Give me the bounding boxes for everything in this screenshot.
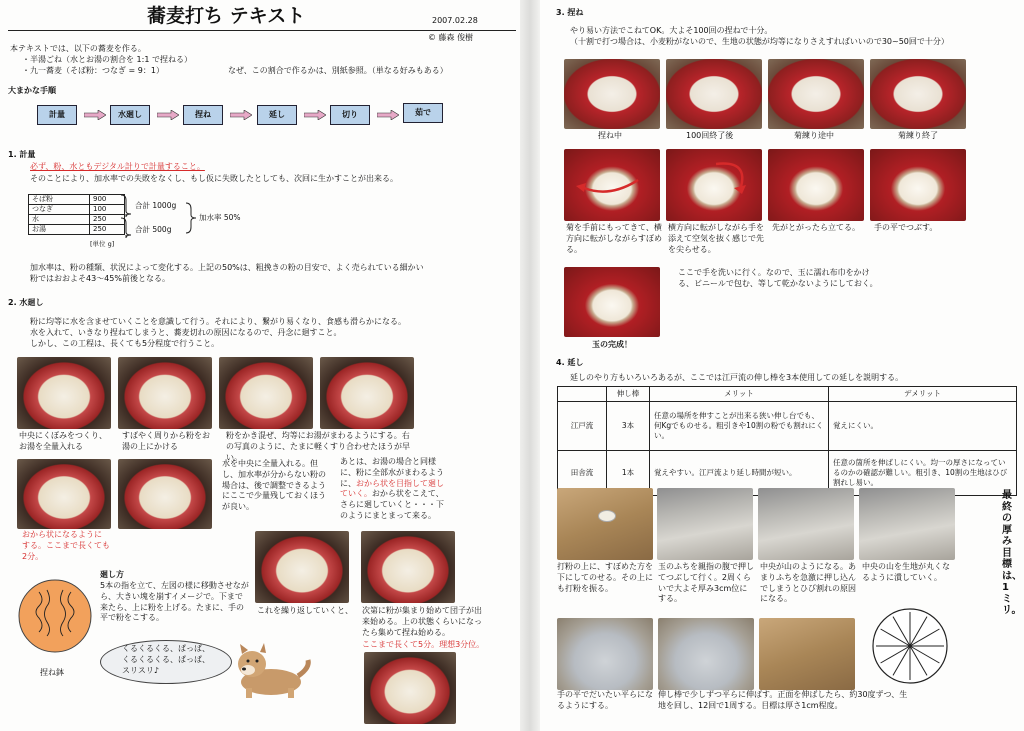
flow-step-5: 切り <box>330 105 370 125</box>
ingredient-name: そば粉 <box>29 195 90 205</box>
photo-kone-4 <box>870 59 966 129</box>
okara-c: ここまで長くても <box>46 540 110 550</box>
noshi-caption-5: 手の平でだいたい平らになるようにする。 <box>557 690 653 710</box>
right-page <box>540 0 1024 731</box>
table-header-row <box>558 387 1017 402</box>
caption-2: すばやく周りから粉をお湯の上にかける <box>122 431 210 451</box>
table-row <box>29 225 125 235</box>
flow-step-1: 計量 <box>37 105 77 125</box>
style-name: 田舎流 <box>558 451 607 496</box>
kone-bachi-diagram <box>17 578 93 654</box>
weighing-warning: 必ず、粉、水ともデジタル計りで計量すること。 <box>30 162 205 171</box>
flow-step-3: 捏ね <box>183 105 223 125</box>
photo-noshi-1 <box>557 488 653 560</box>
kiku-caption-2: 横方向に転がしながら手を添えて空気を抜く感じで先を尖らせる。 <box>668 223 764 254</box>
table-header: メリット <box>650 387 829 402</box>
sum-1: 合計 1000g <box>135 201 177 210</box>
style-name: 江戸流 <box>558 402 607 451</box>
photo-mizumawashi-3 <box>219 357 313 429</box>
kone-caption-1: 捏ね中 <box>598 131 622 140</box>
wash-note: ここで手を洗いに行く。なので、玉に濡れ布巾をかける、ビニールで包む、等して乾かないようにしておく。 <box>678 268 878 288</box>
okara-caption <box>22 530 114 562</box>
mid-note: 水を中央に全量入れる。但し、加水率が分からない粉の場合は、後で調整できるようにここで少量残しておくほうが良い。 <box>222 459 326 512</box>
table-row <box>29 195 125 205</box>
table-row <box>558 402 1017 451</box>
kiku-caption-4: 手の平でつぶす。 <box>874 223 938 232</box>
flow-arrow-icon <box>230 110 252 120</box>
rotation-diagram <box>870 606 950 686</box>
dango-red-note: ここまで長くて5分。理想3分位。 <box>362 640 485 649</box>
noshi-caption-6: 伸し棒で少しずつ平らに伸ばす。正面を伸ばしたら、約30度ずつ、生地を回し、12回で1周する。目標は厚さ1cm程度。 <box>658 690 908 710</box>
rod-count: 3本 <box>607 402 650 451</box>
page-gutter <box>520 0 540 731</box>
photo-mizumawashi-2 <box>118 357 212 429</box>
photo-noshi-7 <box>759 618 855 690</box>
document-author: © 藤森 俊樹 <box>428 33 474 42</box>
photo-noshi-2 <box>657 488 753 560</box>
rotate-arrow-icon <box>576 176 642 198</box>
rate-note-2: 粉ではおおよそ43～45%前後となる。 <box>30 274 170 283</box>
section-2-heading: 2. 水廻し <box>8 298 44 307</box>
photo-kiku-3 <box>768 149 864 221</box>
title-rule <box>8 30 516 31</box>
photo-noshi-3 <box>758 488 854 560</box>
ratio-note: なぜ、この割合で作るかは、別紙参照。（単なる好みもある） <box>228 66 448 75</box>
flow-step-6: 茹で <box>403 103 443 123</box>
photo-noshi-5 <box>557 618 653 690</box>
demerit-cell: 覚えにくい。 <box>829 402 1017 451</box>
mizumawashi-p2: 水を入れて、いきなり捏ねてしまうと、蕎麦切れの原因になるので、丹念に廻すこと。 <box>30 328 342 337</box>
weighing-desc: そのことにより、加水率での失敗をなくし、もし仮に失敗したとしても、次回に生かすことが出来る。 <box>30 174 398 183</box>
intro-bullet-2: ・九一蕎麦（そば粉：つなぎ = 9：1） <box>22 66 164 75</box>
right-note-a: あとは、お湯の場合と同様に、粉に全部水がまわるように、 <box>340 457 444 488</box>
dango-caption: 次第に粉が集まり始めて団子が出来始める。上の状態くらいになったら集めて捏ね始める。 <box>362 606 482 637</box>
rod-count: 1本 <box>607 451 650 496</box>
rate-note-1: 加水率は、粉の種類、状況によって変化する。上記の50%は、粗挽きの粉の目安で、よく売られている細かい <box>30 263 424 272</box>
document-date: 2007.02.28 <box>432 16 478 25</box>
flow-arrow-icon <box>157 110 179 120</box>
photo-kone-1 <box>564 59 660 129</box>
photo-kone-3 <box>768 59 864 129</box>
merit-cell: 任意の場所を伸すことが出来る狭い伸し台でも、何Kgでものせる。粗引きや10割の粉でも割れにくい。 <box>650 402 829 451</box>
flow-arrow-icon <box>84 110 106 120</box>
okara-a: おから状になるように <box>22 530 102 539</box>
kone-p2: （十割で打つ場合は、小麦粉がないので、生地の状態が均等になりさえすればいいので30~50回で十分） <box>570 37 949 46</box>
table-header: デメリット <box>829 387 1017 402</box>
brace-icon <box>120 194 132 240</box>
repeat-caption: これを繰り返していくと、 <box>257 606 353 615</box>
photo-tama <box>564 267 660 337</box>
caption-1: 中央にくぼみをつくり、お湯を全量入れる <box>19 431 107 451</box>
photo-repeat <box>255 531 349 603</box>
noshi-table <box>557 386 1017 496</box>
document-title: 蕎麦打ち テキスト <box>147 5 306 27</box>
intro-text: 本テキストでは、以下の蕎麦を作る。 <box>10 44 146 53</box>
kiku-caption-3: 先がとがったら立てる。 <box>772 223 860 232</box>
flow-step-4: 延し <box>257 105 297 125</box>
flow-arrow-icon <box>377 110 399 120</box>
kone-caption-3: 菊練り途中 <box>794 131 834 140</box>
mizumawashi-p1: 粉に均等に水を含ませていくことを意識して行う。それにより、繋がり易くなり、食感も滑らかになる。 <box>30 317 406 326</box>
photo-mizumawashi-6 <box>118 459 212 529</box>
intro-bullet-1: ・半湯ごね（水とお湯の割合を 1:1 で捏ねる） <box>22 55 192 64</box>
table-row <box>29 205 125 215</box>
table-header: 伸し棒 <box>607 387 650 402</box>
weight-unit: [単位 g] <box>90 240 115 248</box>
mizumawashi-p3: しかし、この工程は、長くても5分程度で行うこと。 <box>30 339 220 348</box>
noshi-caption-1: 打粉の上に、すぼめた方を下にしてのせる。その上にも打粉を振る。 <box>557 562 653 593</box>
steps-heading: 大まかな手順 <box>8 86 56 95</box>
photo-kone-2 <box>666 59 762 129</box>
section-4-heading: 4. 延し <box>556 358 584 367</box>
ingredient-weight: 100 <box>90 205 125 215</box>
photo-kiku-4 <box>870 149 966 221</box>
tama-done: 玉の完成！ <box>592 340 632 349</box>
weight-table <box>28 194 125 235</box>
brace-icon <box>185 201 197 235</box>
noshi-caption-4: 中央の山を生地が丸くなるように潰していく。 <box>862 562 950 582</box>
section-3-heading: 3. 捏ね <box>556 8 584 17</box>
noshi-caption-2: 玉のふちを親指の腹で押してつぶして行く。2周くらいで大よそ厚み3cm位にする。 <box>658 562 754 604</box>
photo-noshi-4 <box>859 488 955 560</box>
table-header <box>558 387 607 402</box>
flow-arrow-icon <box>304 110 326 120</box>
kone-caption-4: 菊練り終了 <box>898 131 938 140</box>
ingredient-weight: 250 <box>90 225 125 235</box>
right-note-red: おから状を目指して廻していく。 <box>340 478 444 499</box>
photo-noshi-6 <box>658 618 754 690</box>
photo-mizumawashi-1 <box>17 357 111 429</box>
curve-arrow-icon <box>710 156 754 196</box>
ingredient-weight: 250 <box>90 215 125 225</box>
kone-p1: やり易い方法でこねてOK。大よそ100回の捏ねで十分。 <box>570 26 773 35</box>
dog-icon <box>226 636 316 702</box>
section-1-heading: 1. 計量 <box>8 150 36 159</box>
table-row <box>29 215 125 225</box>
photo-mizumawashi-4 <box>320 357 414 429</box>
ingredient-name: つなぎ <box>29 205 90 215</box>
dough-ball <box>598 510 616 522</box>
ingredient-weight: 900 <box>90 195 125 205</box>
right-note <box>340 457 448 522</box>
mawashi-title: 廻し方 <box>100 570 124 579</box>
okara-b: する。 <box>22 540 46 550</box>
photo-mizumawashi-5 <box>17 459 111 529</box>
thickness-target: 最終の厚み目標は、1ミリ。 <box>1002 490 1022 616</box>
kone-bachi-label: 捏ね鉢 <box>40 668 64 677</box>
caption-3: 粉をかき混ぜ、均等にお湯がまわるようにする。右の写真のように、たまに軽くすり合わせたほうが早い。 <box>226 431 410 462</box>
speech-bubble-text: くるくるくる、ぱっぱ、くるくるくる、ぱっぱ、スリスリ♪ <box>122 644 210 675</box>
kone-caption-2: 100回終了後 <box>686 131 734 140</box>
flow-step-2: 水廻し <box>110 105 150 125</box>
kiku-caption-1: 菊を手前にもってきて、横方向に転がしながらすぼめる。 <box>566 223 662 254</box>
ingredient-name: お湯 <box>29 225 90 235</box>
right-note-b: おから状をこえて、さらに廻していくと・・・下のようにまとまって来る。 <box>340 489 444 520</box>
demerit-cell: 任意の箇所を伸ばしにくい。均一の厚さになっているのかの確認が難しい。粗引き、10割の生地はひび割れし易い。 <box>829 451 1017 496</box>
merit-cell: 覚えやすい。江戸流より延し時間が短い。 <box>650 451 829 496</box>
photo-dango <box>361 531 455 603</box>
noshi-caption-3: 中央が山のようになる。あまりふちを急激に押し込んでしまうとひび割れの原因になる。 <box>760 562 856 604</box>
okara-d: 2分。 <box>22 551 44 561</box>
sum-2: 合計 500g <box>135 225 172 234</box>
ingredient-name: 水 <box>29 215 90 225</box>
mawashi-desc: 5本の指を立て、左図の様に移動させながら、大きい塊を崩すイメージで。下まで来たら、上に粉を上げる。たまに、手の平で粉をこする。 <box>100 581 249 623</box>
photo-gather <box>364 652 456 724</box>
water-rate: 加水率 50% <box>199 213 241 222</box>
noshi-intro: 延しのやり方もいろいろあるが、ここでは江戸流の伸し棒を3本使用しての延しを説明する。 <box>570 373 904 382</box>
